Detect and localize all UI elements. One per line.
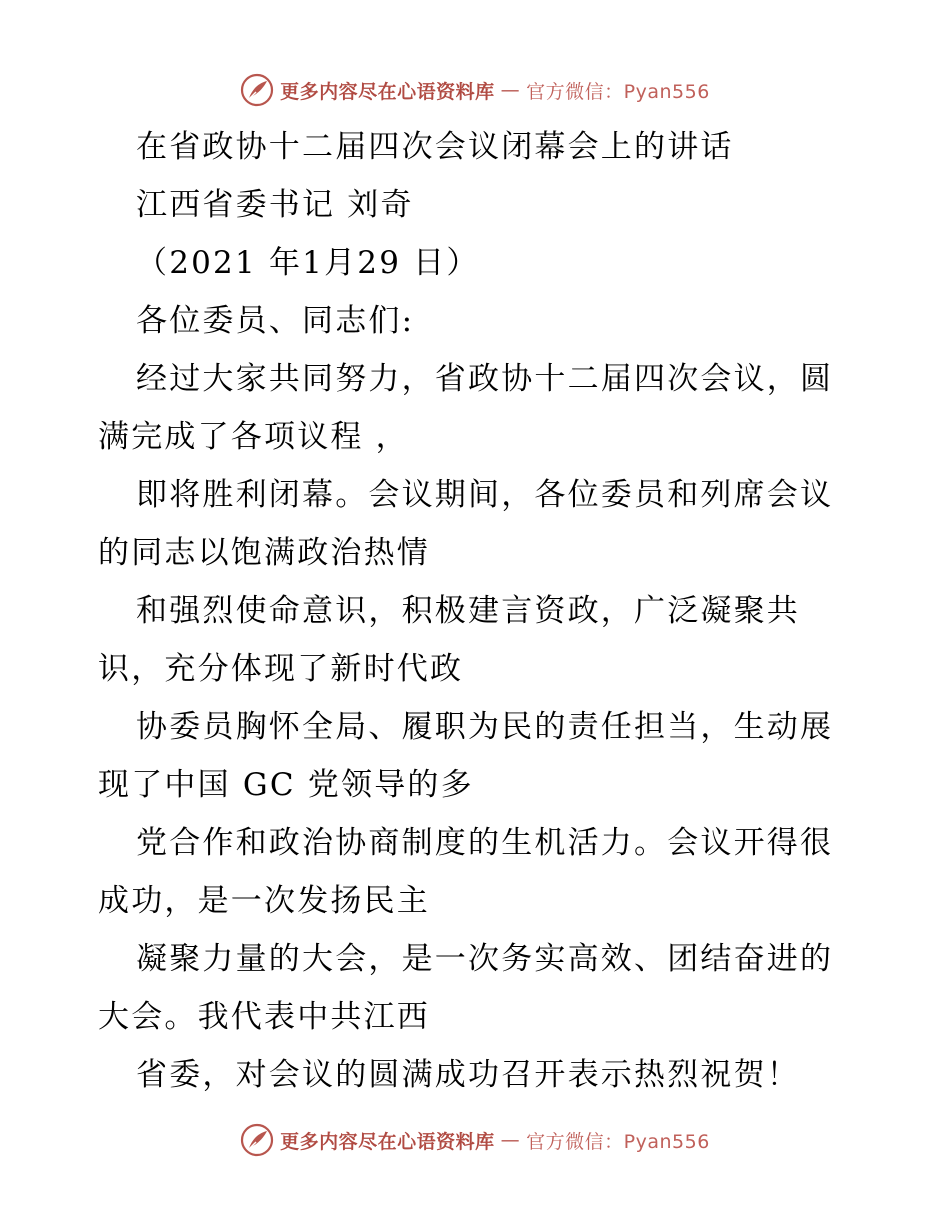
- document-body: [98, 118, 858, 1104]
- salutation: 各位委员、同志们:: [136, 303, 415, 339]
- speaker-line: 江西省委书记 刘奇: [136, 187, 414, 223]
- body-line: 党合作和政治协商制度的生机活力。会议开得很: [136, 825, 834, 861]
- body-line: 即将胜利闭幕。会议期间，各位委员和列席会议: [136, 477, 834, 513]
- speech-title: 在省政协十二届四次会议闭幕会上的讲话: [136, 129, 734, 165]
- body-line: 现了中国 GC 党领导的多: [98, 767, 474, 803]
- watermark-brand: 更多内容尽在心语资料库: [280, 1130, 495, 1153]
- watermark-contact: 官方微信：Pyan556: [526, 80, 710, 103]
- body-line: 的同志以饱满政治热情: [98, 535, 430, 571]
- body-line: 凝聚力量的大会，是一次务实高效、团结奋进的: [136, 941, 834, 977]
- feather-pen-logo-icon: [240, 1123, 274, 1157]
- body-line: 和强烈使命意识，积极建言资政，广泛凝聚共: [136, 593, 800, 629]
- body-line: 大会。我代表中共江西: [98, 999, 430, 1035]
- watermark-banner-bottom: [0, 1120, 950, 1160]
- body-line: 满完成了各项议程 ，: [98, 419, 409, 455]
- watermark-separator: —: [500, 1129, 521, 1151]
- body-line: 经过大家共同努力，省政协十二届四次会议，圆: [136, 361, 834, 397]
- watermark-separator: —: [500, 79, 521, 101]
- body-line: 成功，是一次发扬民主: [98, 883, 430, 919]
- body-line: 识，充分体现了新时代政: [98, 651, 464, 687]
- watermark-contact: 官方微信：Pyan556: [526, 1130, 710, 1153]
- date-line: （2021 年1月29 日）: [136, 245, 480, 281]
- watermark-banner-top: [0, 70, 950, 110]
- watermark-brand: 更多内容尽在心语资料库: [280, 80, 495, 103]
- feather-pen-logo-icon: [240, 73, 274, 107]
- body-line: 省委，对会议的圆满成功召开表示热烈祝贺！: [136, 1057, 800, 1093]
- body-line: 协委员胸怀全局、履职为民的责任担当，生动展: [136, 709, 834, 745]
